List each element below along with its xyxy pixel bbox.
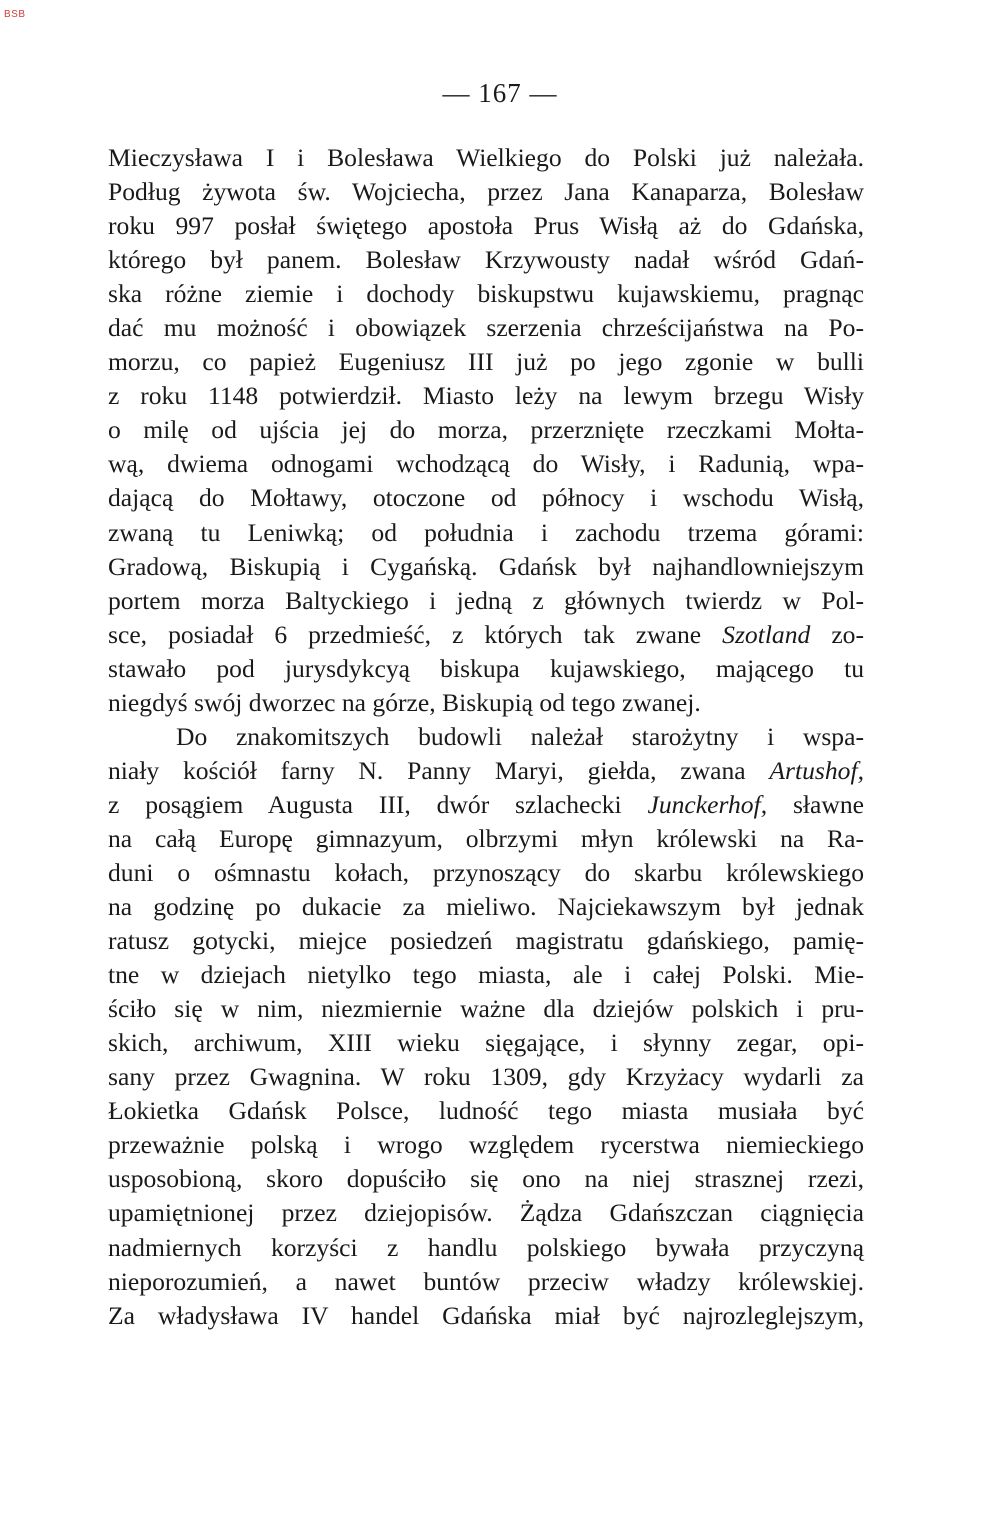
text-line xyxy=(108,618,864,652)
text-segment: z posągiem Augusta III, dwór szlachecki xyxy=(108,789,648,819)
text-segment: Za władysława IV handel Gdańska miał być najrozleglejszym, xyxy=(108,1300,864,1330)
text-segment: ściło się w nim, niezmiernie ważne dla dziejów polskich i pru- xyxy=(108,994,864,1024)
text-line xyxy=(108,175,864,209)
text-line xyxy=(108,481,864,515)
text-segment: sławne xyxy=(767,789,865,819)
text-segment: o milę od ujścia jej do morza, przerznięte rzeczkami Mołta- xyxy=(108,415,864,445)
text-line xyxy=(108,277,864,311)
text-line xyxy=(108,992,864,1026)
text-segment: upamiętnionej przez dziejopisów. Żądza Gdańszczan ciągnięcia xyxy=(108,1198,864,1228)
text-segment: Gradową, Biskupią i Cygańską. Gdańsk był najhandlowniejszym xyxy=(108,551,864,581)
text-segment: niegdyś swój dworzec na górze, Biskupią od tego zwanej. xyxy=(108,687,701,717)
text-segment: skich, archiwum, XIII wieku sięgające, i słynny zegar, opi- xyxy=(108,1028,864,1058)
text-line xyxy=(108,1265,864,1299)
text-segment: portem morza Baltyckiego i jedną z głównych twierdz w Pol- xyxy=(108,585,864,615)
text-segment: nadmiernych korzyści z handlu polskiego bywała przyczyną xyxy=(108,1232,864,1262)
text-line xyxy=(108,379,864,413)
text-segment: Łokietka Gdańsk Polsce, ludność tego miasta musiała być xyxy=(108,1096,864,1126)
text-line xyxy=(108,686,864,720)
text-line xyxy=(108,1299,864,1333)
text-segment: z roku 1148 potwierdził. Miasto leży na lewym brzegu Wisły xyxy=(108,381,864,411)
text-segment: sce, posiadał 6 przedmieść, z których tak zwane xyxy=(108,619,723,649)
text-segment: ratusz gotycki, miejce posiedzeń magistratu gdańskiego, pamię- xyxy=(108,926,864,956)
text-line xyxy=(108,788,864,822)
text-line xyxy=(108,1026,864,1060)
text-segment: morzu, co papież Eugeniusz III już po jego zgonie w bulli xyxy=(108,347,864,377)
text-line xyxy=(108,550,864,584)
text-line xyxy=(108,243,864,277)
text-segment: zo- xyxy=(810,619,864,649)
text-line xyxy=(108,413,864,447)
text-line xyxy=(108,1128,864,1162)
text-line xyxy=(108,1162,864,1196)
text-segment: sany przez Gwagnina. W roku 1309, gdy Krzyżacy wydarli za xyxy=(108,1062,864,1092)
text-line xyxy=(108,856,864,890)
page-number: — 167 — xyxy=(442,78,558,108)
text-line xyxy=(108,754,864,788)
text-line xyxy=(108,447,864,481)
text-line xyxy=(108,1060,864,1094)
text-line xyxy=(108,720,864,754)
text-segment: duni o ośmnastu kołach, przynoszący do skarbu królewskiego xyxy=(108,857,864,887)
text-line xyxy=(108,890,864,924)
text-line xyxy=(108,311,864,345)
italic-term: Artushof, xyxy=(769,755,864,785)
text-segment: ska różne ziemie i dochody biskupstwu kujawskiemu, pragnąc xyxy=(108,279,864,309)
text-segment: na całą Europę gimnazyum, olbrzymi młyn królewski na Ra- xyxy=(108,823,864,853)
text-line xyxy=(108,516,864,550)
text-segment: przeważnie polską i wrogo względem rycerstwa niemieckiego xyxy=(108,1130,864,1160)
italic-term: Szotland xyxy=(722,619,811,649)
text-line xyxy=(108,584,864,618)
text-segment: tne w dziejach nietylko tego miasta, ale i całej Polski. Mie- xyxy=(108,960,864,990)
italic-term: Junckerhof, xyxy=(647,789,768,819)
text-segment: nieporozumień, a nawet buntów przeciw władzy królewskiej. xyxy=(108,1266,864,1296)
page-body-text xyxy=(108,141,864,1333)
text-segment: zwaną tu Leniwką; od południa i zachodu trzema górami: xyxy=(108,517,864,547)
text-segment: dać mu możność i obowiązek szerzenia chrześcijaństwa na Po- xyxy=(108,313,864,343)
text-line xyxy=(108,209,864,243)
text-line xyxy=(108,345,864,379)
text-segment: dającą do Mołtawy, otoczone od północy i wschodu Wisłą, xyxy=(108,483,864,513)
text-line xyxy=(108,924,864,958)
text-segment: niały kościół farny N. Panny Maryi, giełda, zwana xyxy=(108,755,770,785)
text-segment: Do znakomitszych budowli należał starożytny i wspa- xyxy=(176,721,864,751)
text-line xyxy=(108,1196,864,1230)
text-line xyxy=(108,1094,864,1128)
text-line xyxy=(108,958,864,992)
text-line xyxy=(108,822,864,856)
text-segment: usposobioną, skoro dopuściło się ono na niej strasznej rzezi, xyxy=(108,1164,864,1194)
library-stamp: BSB xyxy=(4,9,26,20)
text-segment: stawało pod jurysdykcyą biskupa kujawskiego, mającego tu xyxy=(108,653,864,683)
text-line xyxy=(108,652,864,686)
text-line xyxy=(108,1231,864,1265)
text-segment: na godzinę po dukacie za mieliwo. Najciekawszym był jednak xyxy=(108,892,864,922)
text-segment: roku 997 posłał świętego apostoła Prus Wisłą aż do Gdańska, xyxy=(108,211,864,241)
text-segment: Podług żywota św. Wojciecha, przez Jana Kanaparza, Bolesław xyxy=(108,177,864,207)
text-segment: którego był panem. Bolesław Krzywousty nadał wśród Gdań- xyxy=(108,245,864,275)
text-line xyxy=(108,141,864,175)
text-segment: Mieczysława I i Bolesława Wielkiego do Polski już należała. xyxy=(108,143,864,172)
text-segment: wą, dwiema odnogami wchodzącą do Wisły, i Radunią, wpa- xyxy=(108,449,864,479)
